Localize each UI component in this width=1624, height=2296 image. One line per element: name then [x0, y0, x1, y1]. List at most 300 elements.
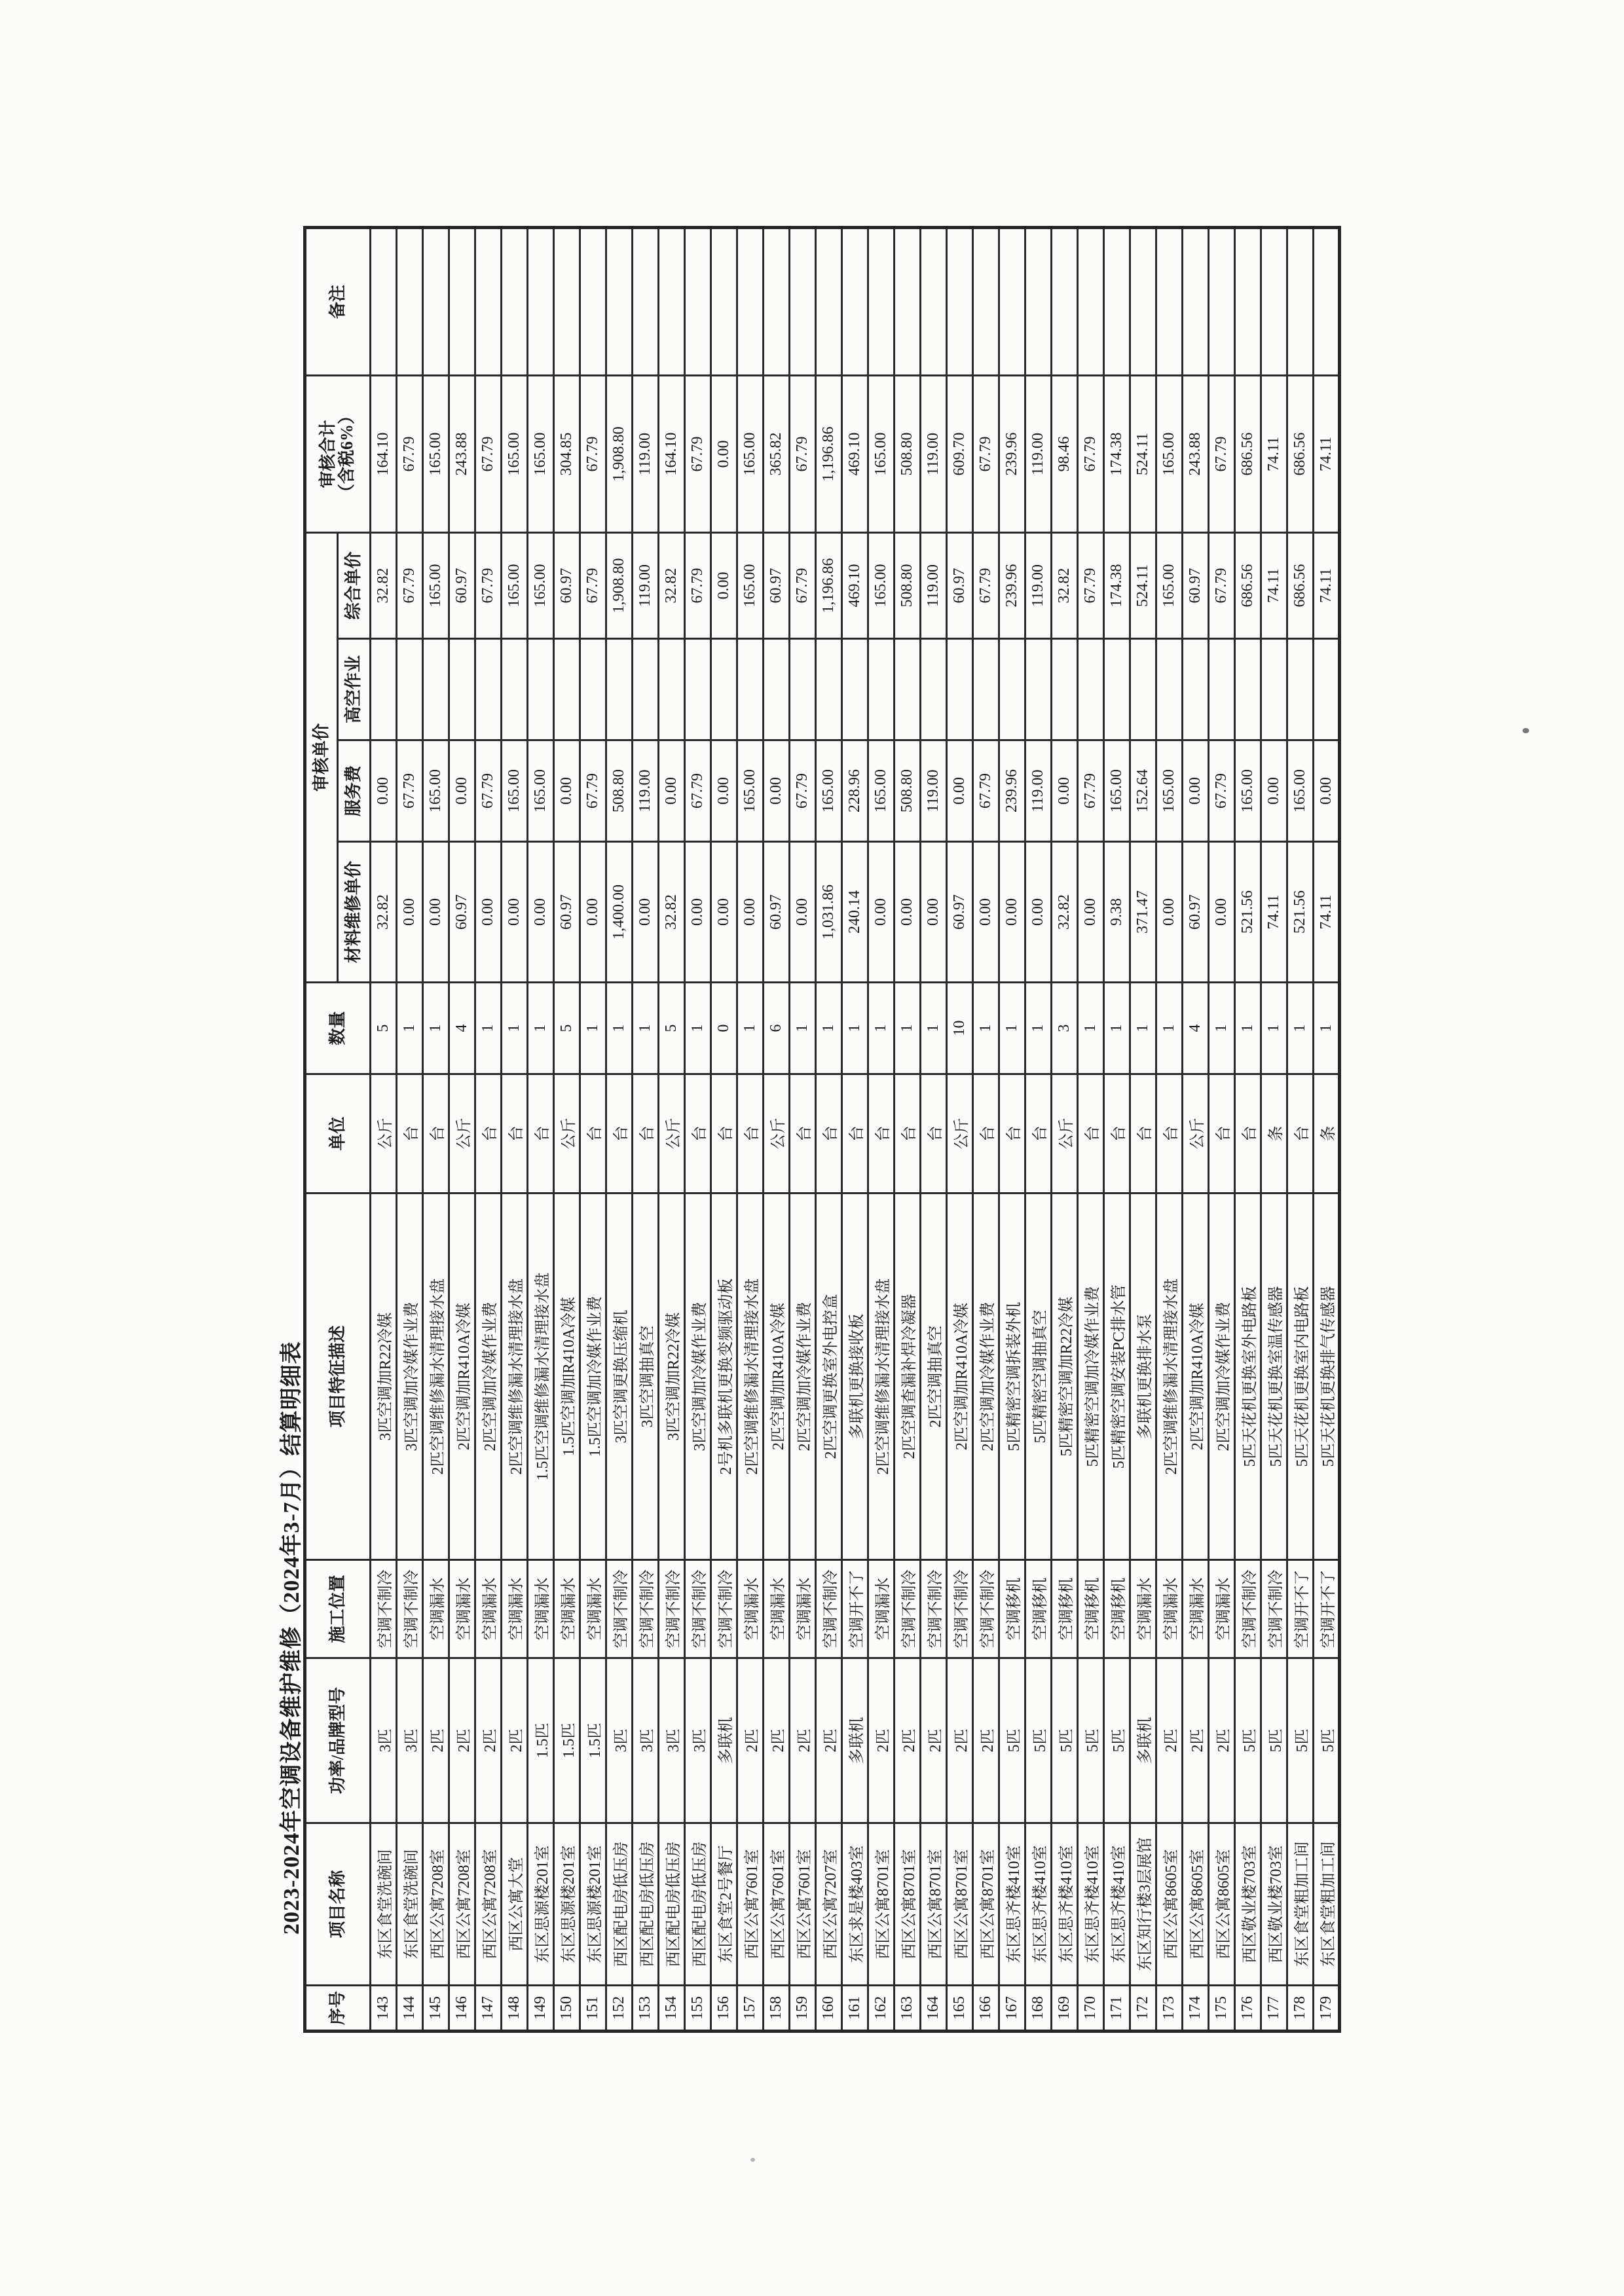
- cell-work-location: 空调漏水: [449, 1560, 475, 1658]
- cell-project-name: 西区公寓8605室: [1209, 1823, 1235, 1986]
- cell-feature-description: 3匹空调更换压缩机: [606, 1194, 633, 1560]
- cell-service-fee: 67.79: [790, 740, 816, 842]
- cell-unit: 台: [685, 1074, 711, 1194]
- cell-feature-description: 2匹空调加冷媒作业费: [973, 1194, 999, 1560]
- cell-power-brand-model: 2匹: [921, 1658, 947, 1823]
- cell-service-fee: 165.00: [423, 740, 449, 842]
- cell-feature-description: 5匹精密空调加R22冷媒: [1052, 1194, 1078, 1560]
- cell-remark: [921, 227, 947, 375]
- cell-high-altitude-work: [895, 639, 921, 740]
- cell-project-name: 东区思齐楼410室: [1052, 1823, 1078, 1986]
- cell-work-location: 空调不制冷: [685, 1560, 711, 1658]
- cell-quantity: 1: [1104, 983, 1130, 1074]
- table-header: [305, 227, 371, 2031]
- header-seq: 序号: [305, 1986, 371, 2032]
- table-row: [737, 227, 764, 2031]
- cell-remark: [895, 227, 921, 375]
- cell-power-brand-model: 3匹: [685, 1658, 711, 1823]
- cell-seq: 156: [711, 1986, 737, 2032]
- cell-project-name: 西区公寓8701室: [921, 1823, 947, 1986]
- cell-audit-total: 119.00: [1025, 375, 1052, 532]
- cell-power-brand-model: 5匹: [1078, 1658, 1104, 1823]
- cell-power-brand-model: 5匹: [1025, 1658, 1052, 1823]
- cell-remark: [371, 227, 397, 375]
- cell-power-brand-model: 多联机: [842, 1658, 868, 1823]
- cell-seq: 155: [685, 1986, 711, 2032]
- cell-unit: 台: [816, 1074, 842, 1194]
- cell-audit-total: 1,196.86: [816, 375, 842, 532]
- table-row: [1078, 227, 1104, 2031]
- cell-quantity: 1: [1156, 983, 1183, 1074]
- cell-material-repair-unit-price: 0.00: [711, 842, 737, 983]
- cell-quantity: 1: [816, 983, 842, 1074]
- cell-power-brand-model: 3匹: [659, 1658, 685, 1823]
- cell-material-repair-unit-price: 0.00: [1156, 842, 1183, 983]
- cell-remark: [1052, 227, 1078, 375]
- cell-material-repair-unit-price: 0.00: [921, 842, 947, 983]
- cell-feature-description: 3匹空调加R22冷媒: [371, 1194, 397, 1560]
- cell-remark: [528, 227, 554, 375]
- cell-power-brand-model: 2匹: [764, 1658, 790, 1823]
- cell-unit: 台: [1078, 1074, 1104, 1194]
- cell-work-location: 空调开不了: [842, 1560, 868, 1658]
- cell-material-repair-unit-price: 60.97: [947, 842, 973, 983]
- cell-power-brand-model: 2匹: [973, 1658, 999, 1823]
- cell-seq: 167: [999, 1986, 1025, 2032]
- table-row: [1156, 227, 1183, 2031]
- cell-remark: [1287, 227, 1314, 375]
- cell-feature-description: 5匹天花机更换室外电路板: [1235, 1194, 1261, 1560]
- cell-project-name: 西区公寓7208室: [423, 1823, 449, 1986]
- cell-composite-unit-price: 60.97: [449, 532, 475, 638]
- cell-work-location: 空调不制冷: [711, 1560, 737, 1658]
- table-row: [895, 227, 921, 2031]
- cell-power-brand-model: 1.5匹: [580, 1658, 606, 1823]
- cell-quantity: 1: [868, 983, 895, 1074]
- cell-work-location: 空调开不了: [1287, 1560, 1314, 1658]
- cell-work-location: 空调不制冷: [973, 1560, 999, 1658]
- cell-unit: 公斤: [659, 1074, 685, 1194]
- cell-composite-unit-price: 60.97: [764, 532, 790, 638]
- table-row: [475, 227, 502, 2031]
- cell-feature-description: 5匹精密空调拆装外机: [999, 1194, 1025, 1560]
- table-row: [842, 227, 868, 2031]
- cell-material-repair-unit-price: 0.00: [475, 842, 502, 983]
- cell-unit: 公斤: [1183, 1074, 1209, 1194]
- cell-remark: [606, 227, 633, 375]
- cell-remark: [711, 227, 737, 375]
- cell-composite-unit-price: 67.79: [580, 532, 606, 638]
- cell-audit-total: 609.70: [947, 375, 973, 532]
- cell-material-repair-unit-price: 0.00: [423, 842, 449, 983]
- header-material-repair-unit-price: 材料维修单价: [338, 842, 371, 983]
- cell-composite-unit-price: 119.00: [1025, 532, 1052, 638]
- table-row: [580, 227, 606, 2031]
- cell-project-name: 东区思齐楼410室: [1025, 1823, 1052, 1986]
- cell-project-name: 东区食堂2号餐厅: [711, 1823, 737, 1986]
- table-row: [999, 227, 1025, 2031]
- cell-high-altitude-work: [737, 639, 764, 740]
- cell-unit: 公斤: [554, 1074, 580, 1194]
- cell-service-fee: 67.79: [397, 740, 423, 842]
- cell-feature-description: 多联机更换排水泵: [1130, 1194, 1156, 1560]
- header-remark: 备注: [305, 227, 371, 375]
- cell-composite-unit-price: 524.11: [1130, 532, 1156, 638]
- cell-project-name: 西区公寓7601室: [764, 1823, 790, 1986]
- table-row: [1183, 227, 1209, 2031]
- cell-quantity: 6: [764, 983, 790, 1074]
- cell-feature-description: 2匹空调加冷媒作业费: [790, 1194, 816, 1560]
- cell-project-name: 东区思源楼201室: [528, 1823, 554, 1986]
- cell-service-fee: 0.00: [1183, 740, 1209, 842]
- cell-project-name: 西区公寓7208室: [449, 1823, 475, 1986]
- cell-project-name: 西区公寓8605室: [1183, 1823, 1209, 1986]
- cell-material-repair-unit-price: 371.47: [1130, 842, 1156, 983]
- cell-seq: 174: [1183, 1986, 1209, 2032]
- cell-work-location: 空调移机: [1025, 1560, 1052, 1658]
- cell-high-altitude-work: [606, 639, 633, 740]
- cell-work-location: 空调不制冷: [633, 1560, 659, 1658]
- cell-seq: 160: [816, 1986, 842, 2032]
- table-row: [606, 227, 633, 2031]
- cell-service-fee: 119.00: [1025, 740, 1052, 842]
- cell-remark: [1261, 227, 1287, 375]
- cell-high-altitude-work: [1314, 639, 1340, 740]
- cell-high-altitude-work: [449, 639, 475, 740]
- cell-composite-unit-price: 67.79: [397, 532, 423, 638]
- cell-work-location: 空调漏水: [868, 1560, 895, 1658]
- cell-power-brand-model: 3匹: [371, 1658, 397, 1823]
- cell-unit: 台: [1287, 1074, 1314, 1194]
- cell-power-brand-model: 2匹: [1209, 1658, 1235, 1823]
- cell-work-location: 空调不制冷: [606, 1560, 633, 1658]
- cell-audit-total: 243.88: [449, 375, 475, 532]
- cell-composite-unit-price: 67.79: [1078, 532, 1104, 638]
- table-row: [659, 227, 685, 2031]
- table-row: [449, 227, 475, 2031]
- cell-seq: 144: [397, 1986, 423, 2032]
- cell-feature-description: 2匹空调维修漏水清理接水盘: [868, 1194, 895, 1560]
- cell-high-altitude-work: [633, 639, 659, 740]
- cell-high-altitude-work: [973, 639, 999, 740]
- cell-unit: 台: [1209, 1074, 1235, 1194]
- cell-composite-unit-price: 165.00: [528, 532, 554, 638]
- settlement-table: [303, 226, 1341, 2033]
- cell-composite-unit-price: 74.11: [1261, 532, 1287, 638]
- cell-material-repair-unit-price: 60.97: [764, 842, 790, 983]
- cell-project-name: 西区配电房低压房: [685, 1823, 711, 1986]
- cell-service-fee: 0.00: [659, 740, 685, 842]
- cell-material-repair-unit-price: 74.11: [1261, 842, 1287, 983]
- cell-power-brand-model: 1.5匹: [528, 1658, 554, 1823]
- table-row: [528, 227, 554, 2031]
- cell-seq: 148: [502, 1986, 528, 2032]
- cell-composite-unit-price: 686.56: [1287, 532, 1314, 638]
- header-high-altitude-work: 高空作业: [338, 639, 371, 740]
- cell-feature-description: 3匹空调抽真空: [633, 1194, 659, 1560]
- cell-project-name: 西区敬业楼703室: [1235, 1823, 1261, 1986]
- cell-seq: 173: [1156, 1986, 1183, 2032]
- cell-feature-description: 1.5匹空调维修漏水清理接水盘: [528, 1194, 554, 1560]
- cell-service-fee: 67.79: [580, 740, 606, 842]
- cell-audit-total: 524.11: [1130, 375, 1156, 532]
- cell-feature-description: 2匹空调维修漏水清理接水盘: [423, 1194, 449, 1560]
- cell-material-repair-unit-price: 32.82: [1052, 842, 1078, 983]
- cell-power-brand-model: 2匹: [1156, 1658, 1183, 1823]
- cell-service-fee: 165.00: [502, 740, 528, 842]
- table-row: [1130, 227, 1156, 2031]
- cell-feature-description: 2匹空调维修漏水清理接水盘: [502, 1194, 528, 1560]
- cell-feature-description: 2匹空调维修漏水清理接水盘: [737, 1194, 764, 1560]
- cell-work-location: 空调不制冷: [947, 1560, 973, 1658]
- cell-remark: [1130, 227, 1156, 375]
- cell-feature-description: 5匹精密空调抽真空: [1025, 1194, 1052, 1560]
- cell-project-name: 西区敬业楼703室: [1261, 1823, 1287, 1986]
- header-audit-unit-price-group: 审核单价: [305, 532, 338, 982]
- cell-audit-total: 119.00: [921, 375, 947, 532]
- cell-service-fee: 165.00: [1104, 740, 1130, 842]
- cell-quantity: 5: [371, 983, 397, 1074]
- cell-service-fee: 508.80: [895, 740, 921, 842]
- cell-work-location: 空调漏水: [528, 1560, 554, 1658]
- cell-seq: 169: [1052, 1986, 1078, 2032]
- cell-feature-description: 5匹天花机更换室温传感器: [1261, 1194, 1287, 1560]
- cell-unit: 台: [895, 1074, 921, 1194]
- cell-high-altitude-work: [1078, 639, 1104, 740]
- cell-unit: 条: [1261, 1074, 1287, 1194]
- cell-seq: 172: [1130, 1986, 1156, 2032]
- header-service-fee: 服务费: [338, 740, 371, 842]
- cell-audit-total: 243.88: [1183, 375, 1209, 532]
- cell-project-name: 东区求是楼403室: [842, 1823, 868, 1986]
- cell-material-repair-unit-price: 1,400.00: [606, 842, 633, 983]
- cell-project-name: 西区公寓8701室: [973, 1823, 999, 1986]
- cell-work-location: 空调不制冷: [1235, 1560, 1261, 1658]
- cell-remark: [737, 227, 764, 375]
- cell-high-altitude-work: [790, 639, 816, 740]
- cell-seq: 153: [633, 1986, 659, 2032]
- cell-material-repair-unit-price: 0.00: [1025, 842, 1052, 983]
- cell-service-fee: 67.79: [1209, 740, 1235, 842]
- cell-feature-description: 1.5匹空调加冷媒作业费: [580, 1194, 606, 1560]
- cell-seq: 171: [1104, 1986, 1130, 2032]
- cell-high-altitude-work: [685, 639, 711, 740]
- cell-feature-description: 2匹空调查漏补焊冷凝器: [895, 1194, 921, 1560]
- cell-feature-description: 2匹空调维修漏水清理接水盘: [1156, 1194, 1183, 1560]
- cell-seq: 147: [475, 1986, 502, 2032]
- cell-feature-description: 1.5匹空调加R410A冷媒: [554, 1194, 580, 1560]
- cell-unit: 台: [921, 1074, 947, 1194]
- cell-feature-description: 2匹空调抽真空: [921, 1194, 947, 1560]
- cell-seq: 152: [606, 1986, 633, 2032]
- cell-composite-unit-price: 165.00: [423, 532, 449, 638]
- cell-power-brand-model: 5匹: [1104, 1658, 1130, 1823]
- header-work-location: 施工位置: [305, 1560, 371, 1658]
- cell-material-repair-unit-price: 0.00: [737, 842, 764, 983]
- cell-work-location: 空调漏水: [580, 1560, 606, 1658]
- cell-quantity: 1: [1209, 983, 1235, 1074]
- cell-quantity: 1: [528, 983, 554, 1074]
- cell-power-brand-model: 2匹: [816, 1658, 842, 1823]
- cell-seq: 175: [1209, 1986, 1235, 2032]
- cell-feature-description: 5匹天花机更换室内电路板: [1287, 1194, 1314, 1560]
- cell-quantity: 1: [895, 983, 921, 1074]
- cell-audit-total: 119.00: [633, 375, 659, 532]
- cell-unit: 台: [475, 1074, 502, 1194]
- cell-unit: 台: [790, 1074, 816, 1194]
- cell-work-location: 空调移机: [1078, 1560, 1104, 1658]
- cell-composite-unit-price: 686.56: [1235, 532, 1261, 638]
- cell-feature-description: 2号机多联机更换变频驱动板: [711, 1194, 737, 1560]
- cell-feature-description: 5匹精密空调安装PC排水管: [1104, 1194, 1130, 1560]
- cell-audit-total: 165.00: [1156, 375, 1183, 532]
- cell-high-altitude-work: [1183, 639, 1209, 740]
- scan-speck: [750, 2158, 755, 2162]
- header-audit-total: [305, 375, 371, 532]
- cell-quantity: 4: [449, 983, 475, 1074]
- table-row: [1104, 227, 1130, 2031]
- cell-audit-total: 165.00: [502, 375, 528, 532]
- cell-quantity: 1: [1235, 983, 1261, 1074]
- cell-audit-total: 67.79: [475, 375, 502, 532]
- cell-audit-total: 164.10: [371, 375, 397, 532]
- cell-material-repair-unit-price: 60.97: [449, 842, 475, 983]
- cell-unit: 台: [1235, 1074, 1261, 1194]
- cell-remark: [790, 227, 816, 375]
- cell-material-repair-unit-price: 0.00: [999, 842, 1025, 983]
- cell-feature-description: 多联机更换接收板: [842, 1194, 868, 1560]
- cell-material-repair-unit-price: 0.00: [790, 842, 816, 983]
- cell-service-fee: 152.64: [1130, 740, 1156, 842]
- cell-remark: [1156, 227, 1183, 375]
- cell-material-repair-unit-price: 0.00: [397, 842, 423, 983]
- cell-composite-unit-price: 239.96: [999, 532, 1025, 638]
- cell-service-fee: 119.00: [921, 740, 947, 842]
- cell-composite-unit-price: 165.00: [868, 532, 895, 638]
- cell-service-fee: 0.00: [449, 740, 475, 842]
- cell-unit: 台: [1025, 1074, 1052, 1194]
- cell-remark: [1183, 227, 1209, 375]
- cell-feature-description: 2匹空调加R410A冷媒: [1183, 1194, 1209, 1560]
- cell-project-name: 东区思齐楼410室: [999, 1823, 1025, 1986]
- cell-work-location: 空调不制冷: [397, 1560, 423, 1658]
- cell-unit: 台: [1156, 1074, 1183, 1194]
- cell-quantity: 1: [606, 983, 633, 1074]
- table-row: [502, 227, 528, 2031]
- cell-seq: 166: [973, 1986, 999, 2032]
- cell-power-brand-model: 5匹: [1261, 1658, 1287, 1823]
- cell-feature-description: 5匹天花机更换排气传感器: [1314, 1194, 1340, 1560]
- cell-material-repair-unit-price: 0.00: [1209, 842, 1235, 983]
- cell-material-repair-unit-price: 32.82: [371, 842, 397, 983]
- cell-unit: 台: [580, 1074, 606, 1194]
- table-row: [423, 227, 449, 2031]
- cell-composite-unit-price: 174.38: [1104, 532, 1130, 638]
- cell-composite-unit-price: 60.97: [947, 532, 973, 638]
- table-row: [685, 227, 711, 2031]
- cell-work-location: 空调漏水: [554, 1560, 580, 1658]
- cell-high-altitude-work: [1261, 639, 1287, 740]
- cell-service-fee: 165.00: [868, 740, 895, 842]
- header-project-name: 项目名称: [305, 1823, 371, 1986]
- cell-quantity: 1: [790, 983, 816, 1074]
- cell-composite-unit-price: 1,196.86: [816, 532, 842, 638]
- table-row: [816, 227, 842, 2031]
- cell-power-brand-model: 2匹: [1183, 1658, 1209, 1823]
- cell-material-repair-unit-price: 1,031.86: [816, 842, 842, 983]
- cell-service-fee: 165.00: [1235, 740, 1261, 842]
- cell-seq: 154: [659, 1986, 685, 2032]
- cell-remark: [659, 227, 685, 375]
- cell-composite-unit-price: 67.79: [790, 532, 816, 638]
- cell-project-name: 东区思源楼201室: [554, 1823, 580, 1986]
- table-row: [868, 227, 895, 2031]
- document-title: 2023-2024年空调设备维护维修（2024年3-7月）结算明细表: [280, 1341, 304, 1935]
- cell-project-name: 西区配电房低压房: [606, 1823, 633, 1986]
- cell-material-repair-unit-price: 32.82: [659, 842, 685, 983]
- table-row: [947, 227, 973, 2031]
- cell-unit: 台: [737, 1074, 764, 1194]
- cell-composite-unit-price: 32.82: [371, 532, 397, 638]
- cell-quantity: 1: [1287, 983, 1314, 1074]
- cell-quantity: 1: [502, 983, 528, 1074]
- cell-seq: 178: [1287, 1986, 1314, 2032]
- cell-quantity: 1: [1261, 983, 1287, 1074]
- cell-power-brand-model: 2匹: [947, 1658, 973, 1823]
- cell-remark: [842, 227, 868, 375]
- table-row: [1052, 227, 1078, 2031]
- cell-unit: 台: [973, 1074, 999, 1194]
- cell-composite-unit-price: 508.80: [895, 532, 921, 638]
- cell-remark: [633, 227, 659, 375]
- cell-remark: [423, 227, 449, 375]
- cell-remark: [999, 227, 1025, 375]
- cell-project-name: 东区知行楼3层展馆: [1130, 1823, 1156, 1986]
- cell-high-altitude-work: [999, 639, 1025, 740]
- cell-power-brand-model: 多联机: [711, 1658, 737, 1823]
- cell-composite-unit-price: 1,908.80: [606, 532, 633, 638]
- cell-seq: 176: [1235, 1986, 1261, 2032]
- cell-seq: 146: [449, 1986, 475, 2032]
- cell-work-location: 空调移机: [1052, 1560, 1078, 1658]
- cell-quantity: 4: [1183, 983, 1209, 1074]
- cell-high-altitude-work: [423, 639, 449, 740]
- cell-project-name: 西区配电房低压房: [633, 1823, 659, 1986]
- cell-high-altitude-work: [1235, 639, 1261, 740]
- cell-feature-description: 2匹空调更换室外电控盒: [816, 1194, 842, 1560]
- cell-project-name: 西区公寓8701室: [947, 1823, 973, 1986]
- cell-feature-description: 5匹精密空调加冷媒作业费: [1078, 1194, 1104, 1560]
- cell-project-name: 东区思源楼201室: [580, 1823, 606, 1986]
- cell-seq: 165: [947, 1986, 973, 2032]
- cell-service-fee: 0.00: [1261, 740, 1287, 842]
- cell-project-name: 西区公寓8605室: [1156, 1823, 1183, 1986]
- cell-high-altitude-work: [397, 639, 423, 740]
- cell-audit-total: 686.56: [1235, 375, 1261, 532]
- cell-high-altitude-work: [554, 639, 580, 740]
- cell-project-name: 西区公寓8701室: [868, 1823, 895, 1986]
- table-row: [711, 227, 737, 2031]
- cell-service-fee: 67.79: [685, 740, 711, 842]
- cell-unit: 台: [502, 1074, 528, 1194]
- table-row: [1314, 227, 1340, 2031]
- cell-project-name: 西区公寓8701室: [895, 1823, 921, 1986]
- cell-work-location: 空调漏水: [737, 1560, 764, 1658]
- header-feature-description: 项目特征描述: [305, 1194, 371, 1560]
- cell-material-repair-unit-price: 0.00: [973, 842, 999, 983]
- cell-power-brand-model: 2匹: [423, 1658, 449, 1823]
- cell-seq: 168: [1025, 1986, 1052, 2032]
